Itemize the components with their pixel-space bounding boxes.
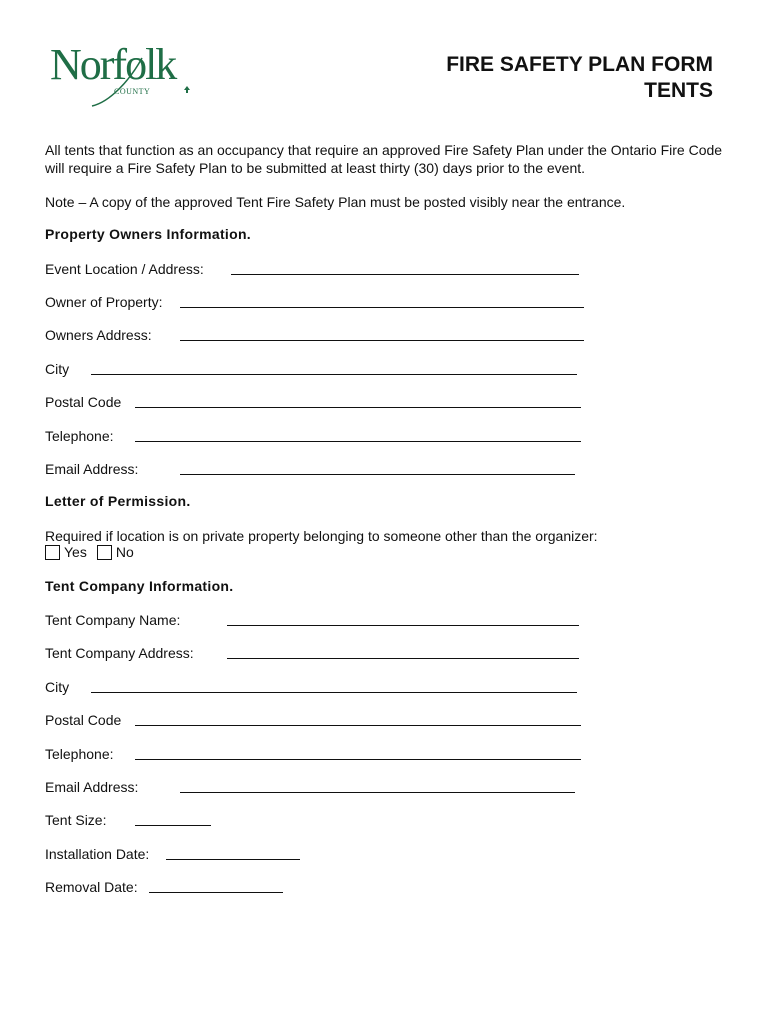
property-email-label: Email Address: (45, 461, 139, 477)
tent-postal-code-field[interactable] (135, 725, 581, 726)
title-line-1: FIRE SAFETY PLAN FORM (446, 53, 713, 76)
tent-telephone-field[interactable] (135, 759, 581, 760)
tent-email-field[interactable] (180, 792, 575, 793)
property-telephone-field[interactable] (135, 441, 581, 442)
tent-size-field[interactable] (135, 825, 211, 826)
tent-company-name-field[interactable] (227, 625, 579, 626)
removal-date-field[interactable] (149, 892, 283, 893)
logo-subtitle: COUNTY (114, 87, 151, 96)
permission-options (45, 544, 144, 560)
logo-wordmark: Norfolk (50, 40, 176, 89)
property-city-label: City (45, 361, 70, 377)
tent-postal-code-label: Postal Code (45, 712, 122, 728)
no-label: No (115, 544, 134, 560)
tent-size-label: Tent Size: (45, 812, 107, 828)
yes-checkbox[interactable] (45, 545, 60, 560)
page-title (446, 52, 713, 104)
yes-label: Yes (64, 544, 87, 560)
event-location-field[interactable] (231, 274, 579, 275)
owners-address-label: Owners Address: (45, 327, 152, 343)
event-location-label: Event Location / Address: (45, 261, 204, 277)
property-city-field[interactable] (91, 374, 577, 375)
letter-of-permission-heading: Letter of Permission. (45, 493, 191, 509)
owners-address-field[interactable] (180, 340, 584, 341)
property-telephone-label: Telephone: (45, 428, 114, 444)
tent-company-heading: Tent Company Information. (45, 578, 234, 594)
intro-paragraph: All tents that function as an occupancy that require an approved Fire Safety Plan under the Ontario Fire Code will require a Fire Safety Plan to be submitted at least thirty (30) days prior to the event. (45, 142, 723, 176)
title-line-2: TENTS (644, 79, 713, 102)
owner-of-property-field[interactable] (180, 307, 584, 308)
no-checkbox[interactable] (97, 545, 112, 560)
property-postal-code-field[interactable] (135, 407, 581, 408)
installation-date-label: Installation Date: (45, 846, 150, 862)
permission-required-text: Required if location is on private property belonging to someone other than the organizer: (45, 528, 598, 544)
norfolk-county-logo (50, 40, 200, 112)
tent-company-name-label: Tent Company Name: (45, 612, 181, 628)
note-paragraph: Note – A copy of the approved Tent Fire Safety Plan must be posted visibly near the entrance. (45, 194, 626, 210)
property-owners-heading: Property Owners Information. (45, 226, 251, 242)
tent-company-address-label: Tent Company Address: (45, 645, 194, 661)
property-email-field[interactable] (180, 474, 575, 475)
tent-telephone-label: Telephone: (45, 746, 114, 762)
removal-date-label: Removal Date: (45, 879, 138, 895)
tent-company-address-field[interactable] (227, 658, 579, 659)
owner-of-property-label: Owner of Property: (45, 294, 163, 310)
installation-date-field[interactable] (166, 859, 300, 860)
property-postal-code-label: Postal Code (45, 394, 122, 410)
tent-city-field[interactable] (91, 692, 577, 693)
tent-city-label: City (45, 679, 70, 695)
tent-email-label: Email Address: (45, 779, 139, 795)
